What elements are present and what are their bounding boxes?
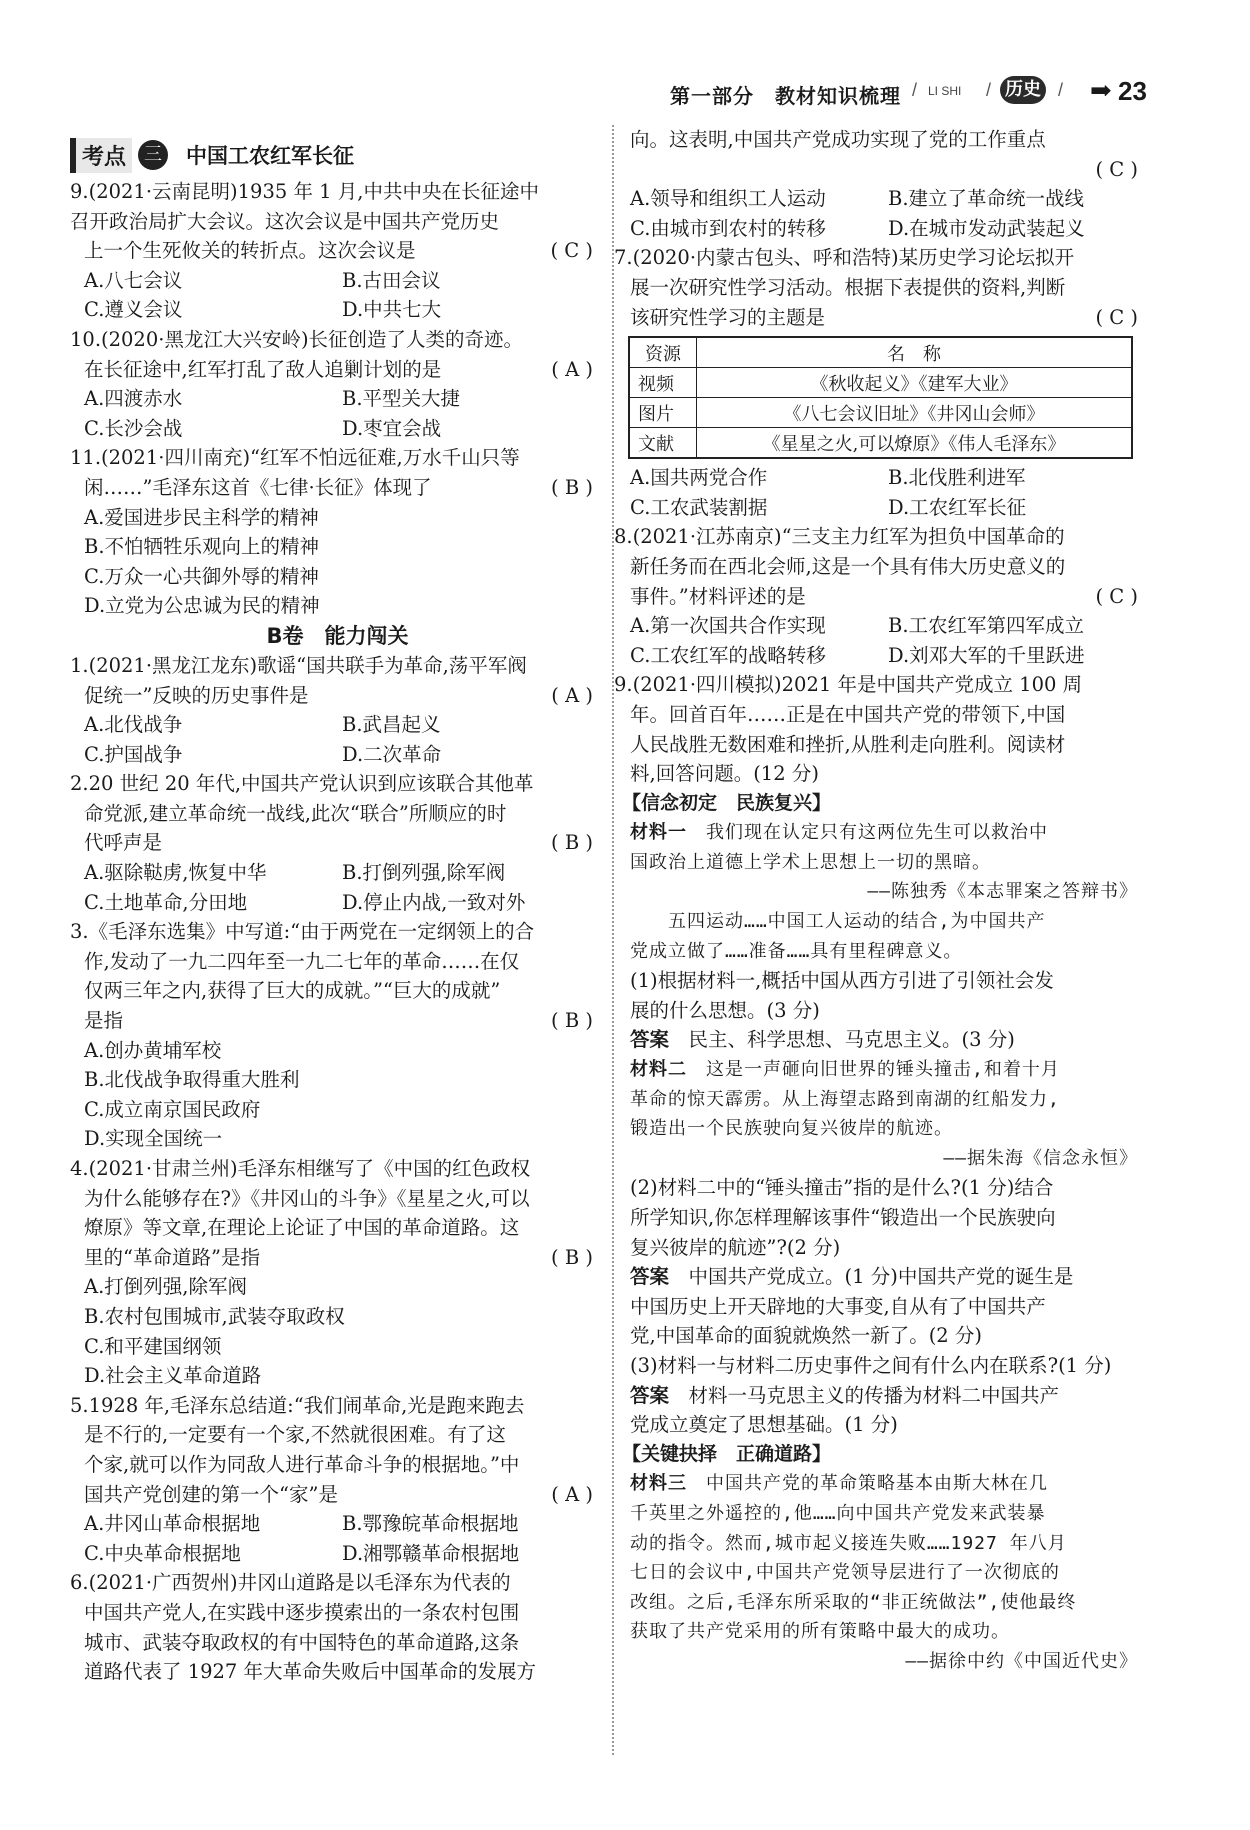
answer-mark: ( A ) [551,683,593,707]
option: D.湘鄂赣革命根据地 [342,1541,520,1565]
table-cell: 《秋收起义》《建军大业》 [697,368,1133,398]
option: D.枣宜会战 [342,416,442,440]
answer-text: 中国共产党成立。(1 分)中国共产党的诞生是 [688,1265,1074,1289]
question-line: 燎原》等文章,在理论上论证了中国的革命道路。这 [84,1216,520,1240]
kaodian-title: 中国工农红军长征 [186,144,355,168]
material-source: ——据朱海《信念永恒》 [943,1147,1138,1169]
material-line: 获取了共产党采用的所有策略中最大的成功。 [630,1621,1010,1643]
option: C.工农红军的战略转移 [630,643,826,667]
answer-mark: ( A ) [551,357,593,381]
answer-mark: ( C ) [1095,305,1138,329]
answer-mark: ( C ) [550,239,593,263]
option: C.中央革命根据地 [84,1541,241,1565]
option: C.成立南京国民政府 [84,1097,261,1121]
answer-label: 答案 [630,1265,670,1289]
question-line: 年。回首百年……正是在中国共产党的带领下,中国 [630,702,1066,726]
answer-label: 答案 [630,1383,670,1407]
question-b9 [614,670,1150,1676]
question-line: 城市、武装夺取政权的有中国特色的革命道路,这条 [84,1630,520,1654]
option: C.长沙会战 [84,416,183,440]
option: D.社会主义革命道路 [84,1364,262,1388]
material-line: 国政治上道德上学术上思想上一切的黑暗。 [630,851,991,873]
slash-divider: / [912,80,918,100]
answer-text: 中国历史上开天辟地的大事变,自从有了中国共产 [630,1294,1046,1318]
subquestion-line: 展的什么思想。(3 分) [630,998,820,1022]
material-line: 这是一声砸向旧世界的锤头撞击,和着十月 [706,1059,1060,1081]
table-row [629,428,1132,459]
option: D.工农红军长征 [888,495,1027,519]
option: C.万众一心共御外辱的精神 [84,564,319,588]
question-line: 里的“革命道路”是指 [84,1245,260,1269]
question-line: 中国共产党人,在实践中逐步摸索出的一条农村包围 [84,1600,520,1624]
subject-pinyin: LI SHI [928,84,962,98]
theme-heading: 【信念初定 民族复兴】 [622,791,832,814]
material-line: 动的指令。然而,城市起义接连失败……1927 年八月 [630,1532,1067,1554]
question-b6-continued [630,125,1150,243]
material-line: 锻造出一个民族驶向复兴彼岸的航迹。 [630,1118,953,1140]
question-line: 是不行的,一定要有一个家,不然就很困难。有了这 [84,1423,506,1447]
question-b6 [70,1568,605,1686]
option: A.爱国进步民主科学的精神 [84,505,319,529]
material-line: 党成立做了……准备……具有里程碑意义。 [630,940,963,962]
question-line: 4.(2021·甘肃兰州)毛泽东相继写了《中国的红色政权 [70,1157,531,1180]
question-b1 [70,651,605,769]
question-line: 展一次研究性学习活动。根据下表提供的资料,判断 [630,275,1066,299]
slash-divider: / [986,80,992,100]
question-line: 是指 [84,1009,124,1033]
option: A.北伐战争 [84,713,183,737]
column-divider [612,125,614,1755]
part-title: 第一部分 教材知识梳理 [670,84,901,108]
option: C.工农武装割据 [630,495,768,519]
subject-badge: 历史 [1000,76,1046,104]
answer-label: 答案 [630,1028,670,1052]
option: B.农村包围城市,武装夺取政权 [84,1304,345,1328]
option: A.第一次国共合作实现 [630,614,826,638]
question-9 [70,177,605,325]
question-line: 道路代表了 1927 年大革命失败后中国革命的发展方 [84,1660,537,1684]
option: D.中共七大 [342,298,442,322]
option: B.武昌起义 [342,713,441,737]
question-line: 促统一”反映的历史事件是 [84,683,309,707]
option: B.不怕牺牲乐观向上的精神 [84,535,320,559]
option: B.建立了革命统一战线 [888,187,1085,211]
question-line: 个家,就可以作为同敌人进行革命斗争的根据地。”中 [84,1452,520,1476]
option: C.由城市到农村的转移 [630,216,826,240]
option: D.在城市发动武装起义 [888,216,1085,240]
question-b2 [70,769,605,917]
question-line: 11.(2021·四川南充)“红军不怕远征难,万水千山只等 [70,446,520,470]
slash-divider: / [1058,80,1064,100]
answer-mark: ( C ) [1095,157,1138,181]
question-line: 事件。”材料评述的是 [630,584,806,608]
question-line: 9.(2021·云南昆明)1935 年 1 月,中共中央在长征途中 [70,180,539,203]
option: C.土地革命,分田地 [84,890,248,914]
page-number: 23 [1118,76,1147,106]
table-cell: 图片 [629,398,697,428]
kaodian-heading [70,135,605,175]
right-column [614,125,1150,1677]
option: D.立党为公忠诚为民的精神 [84,594,320,618]
subquestion-line: 所学知识,你怎样理解该事件“锻造出一个民族驶向 [630,1206,1056,1229]
material-source: ——据徐中约《中国近代史》 [905,1650,1138,1672]
left-column [70,135,605,1687]
question-10 [70,325,605,443]
option: A.驱除鞑虏,恢复中华 [84,861,267,885]
option: A.井冈山革命根据地 [84,1512,261,1536]
question-line: 仅两三年之内,获得了巨大的成就。”“巨大的成就” [84,979,501,1003]
question-line: 8.(2021·江苏南京)“三支主力红军为担负中国革命的 [614,525,1065,549]
option: B.鄂豫皖革命根据地 [342,1512,519,1536]
question-line: 2.20 世纪 20 年代,中国共产党认识到应该联合其他革 [70,772,534,796]
table-cell: 《星星之火,可以燎原》《伟人毛泽东》 [697,428,1133,459]
subquestion-line: (2)材料二中的“锤头撞击”指的是什么?(1 分)结合 [630,1176,1054,1200]
question-line: 5.1928 年,毛泽东总结道:“我们闹革命,光是跑来跑去 [70,1393,525,1417]
theme-heading: 【关键抉择 正确道路】 [622,1442,832,1465]
option: D.实现全国统一 [84,1127,223,1151]
question-line: 1.(2021·黑龙江龙东)歌谣“国共联手为革命,荡平军阀 [70,653,527,677]
question-line: 召开政治局扩大会议。这次会议是中国共产党历史 [70,209,500,233]
material-line: 革命的惊天霹雳。从上海望志路到南湖的红船发力, [630,1088,1060,1110]
question-line: 人民战胜无数困难和挫折,从胜利走向胜利。阅读材 [630,732,1066,756]
table-header-row [629,337,1132,368]
section-heading: B卷 能力闯关 [266,623,409,648]
question-line: 6.(2021·广西贺州)井冈山道路是以毛泽东为代表的 [70,1571,511,1595]
table-header: 名 称 [697,337,1133,368]
table-row [629,398,1132,428]
question-line: 国共产党创建的第一个“家”是 [84,1482,338,1506]
question-b8 [614,522,1150,670]
option: A.八七会议 [84,268,183,292]
question-line: 在长征途中,红军打乱了敌人追剿计划的是 [84,357,442,381]
option: B.平型关大捷 [342,387,461,411]
question-b3 [70,917,605,1154]
question-line: 闲……”毛泽东这首《七律·长征》体现了 [84,475,432,499]
question-b5 [70,1391,605,1569]
table-row [629,368,1132,398]
answer-text: 材料一马克思主义的传播为材料二中国共产 [688,1383,1060,1407]
option: C.遵义会议 [84,298,183,322]
option: A.领导和组织工人运动 [630,187,826,211]
material-line: 千英里之外遥控的,他……向中国共产党发来武装暴 [630,1502,1046,1524]
question-line: 命党派,建立革命统一战线,此次“联合”所顺应的时 [84,801,507,825]
option: C.和平建国纲领 [84,1334,222,1358]
option: B.北伐战争取得重大胜利 [84,1068,300,1092]
question-11 [70,443,605,621]
subquestion-line: (1)根据材料一,概括中国从西方引进了引领社会发 [630,969,1054,993]
question-line: 料,回答问题。(12 分) [630,762,819,786]
question-line: 作,发动了一九二四年至一九二七年的革命……在仅 [84,949,520,973]
question-line: 该研究性学习的主题是 [630,305,826,329]
answer-text: 民主、科学思想、马克思主义。(3 分) [688,1028,1015,1052]
option: D.刘邓大军的千里跃进 [888,643,1085,667]
question-line: 10.(2020·黑龙江大兴安岭)长征创造了人类的奇迹。 [70,327,524,351]
material-line: 中国共产党的革命策略基本由斯大林在几 [706,1473,1048,1495]
subquestion-line: 复兴彼岸的航迹”?(2 分) [630,1235,841,1259]
answer-mark: ( C ) [1095,584,1138,608]
source-table [628,336,1133,459]
option: A.四渡赤水 [84,387,183,411]
page-header [0,72,1250,112]
option: B.打倒列强,除军阀 [342,861,506,885]
answer-mark: ( B ) [551,1009,593,1033]
material-line: 七日的会议中,中国共产党领导层进行了一次彻底的 [630,1562,1060,1584]
table-cell: 《八七会议旧址》《井冈山会师》 [697,398,1133,428]
kaodian-number: 三 [138,140,168,170]
kaodian-tag: 考点 [70,138,132,173]
option: D.二次革命 [342,742,442,766]
answer-mark: ( B ) [551,475,593,499]
option: B.北伐胜利进军 [888,466,1026,490]
arrow-right-icon: ➡ [1090,76,1112,106]
question-line: 为什么能够存在?》《井冈山的斗争》《星星之火,可以 [84,1186,530,1210]
option: A.国共两党合作 [630,466,768,490]
option: B.古田会议 [342,268,441,292]
material-line: 改组。之后,毛泽东所采取的“非正统做法”,使他最终 [630,1591,1077,1613]
answer-text: 党,中国革命的面貌就焕然一新了。(2 分) [630,1324,983,1348]
material-label: 材料二 [630,1059,687,1081]
option: A.创办黄埔军校 [84,1038,222,1062]
question-line: 上一个生死攸关的转折点。这次会议是 [84,239,416,263]
option: D.停止内战,一致对外 [342,890,526,914]
question-line: 向。这表明,中国共产党成功实现了党的工作重点 [630,128,1046,151]
question-line: 3.《毛泽东选集》中写道:“由于两党在一定纲领上的合 [70,920,535,944]
subquestion-line: (3)材料一与材料二历史事件之间有什么内在联系?(1 分) [630,1353,1112,1377]
option: C.护国战争 [84,742,183,766]
question-b7 [614,243,1150,522]
question-line: 代呼声是 [84,831,163,855]
table-cell: 视频 [629,368,697,398]
material-label: 材料一 [630,822,687,844]
question-line: 新任务而在西北会师,这是一个具有伟大历史意义的 [630,554,1066,578]
material-line: 五四运动……中国工人运动的结合,为中国共产 [668,911,1046,933]
question-line: 7.(2020·内蒙古包头、呼和浩特)某历史学习论坛拟开 [614,246,1075,270]
table-header: 资源 [629,337,697,368]
material-label: 材料三 [630,1473,687,1495]
material-line: 我们现在认定只有这两位先生可以救治中 [706,822,1048,844]
answer-mark: ( A ) [551,1482,593,1506]
answer-mark: ( B ) [551,831,593,855]
question-b4 [70,1154,605,1391]
table-cell: 文献 [629,428,697,459]
answer-mark: ( B ) [551,1245,593,1269]
material-source: ——陈独秀《本志罪案之答辩书》 [867,881,1138,903]
answer-text: 党成立奠定了思想基础。(1 分) [630,1413,898,1437]
option: B.工农红军第四军成立 [888,614,1085,638]
question-line: 9.(2021·四川模拟)2021 年是中国共产党成立 100 周 [614,673,1083,697]
option: A.打倒列强,除军阀 [84,1275,247,1299]
